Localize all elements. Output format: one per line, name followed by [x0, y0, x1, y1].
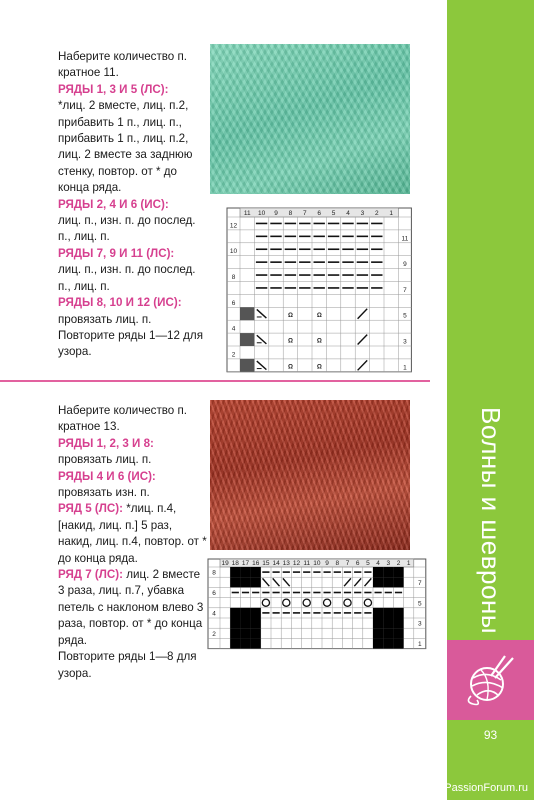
no-stitch-cell	[383, 638, 393, 648]
increase-symbol: Ω	[287, 311, 293, 319]
no-stitch-cell	[230, 567, 240, 577]
row-text: провязать изн. п.	[58, 486, 150, 500]
section-title-text: Волны и шевроны	[476, 406, 507, 634]
no-stitch-cell	[393, 577, 403, 587]
row-number: 12	[229, 222, 238, 230]
column-number: 8	[335, 560, 340, 567]
page-number: 93	[483, 728, 498, 742]
row-text: провязать лиц. п.	[58, 453, 152, 467]
column-number: 2	[374, 210, 379, 217]
column-number: 4	[346, 210, 350, 217]
row-number: 8	[231, 274, 236, 281]
no-stitch-cell	[240, 638, 250, 648]
column-number: 5	[331, 210, 336, 217]
no-stitch-cell	[383, 567, 393, 577]
column-number: 2	[396, 560, 401, 567]
no-stitch-cell	[230, 628, 240, 638]
column-number: 14	[272, 560, 280, 567]
column-number: 18	[231, 560, 239, 567]
repeat-text: Повторите ряды 1—12 для узора.	[58, 328, 203, 359]
column-number: 3	[386, 560, 391, 567]
no-stitch-cell	[240, 628, 250, 638]
row-text: лиц. п., изн. п. до послед. п., лиц. п.	[58, 214, 196, 244]
no-stitch-cell	[251, 628, 261, 638]
chart-pattern-1	[227, 208, 411, 372]
increase-symbol: Ω	[316, 337, 322, 345]
row-number: 6	[231, 299, 236, 307]
repeat-text: Повторите ряды 1—8 для узора.	[58, 650, 197, 680]
no-stitch-cell	[230, 608, 240, 618]
column-number: 7	[345, 560, 350, 567]
column-number: 4	[376, 560, 380, 567]
no-stitch-cell	[373, 638, 383, 648]
no-stitch-cell	[393, 608, 403, 618]
row-label: РЯДЫ 1, 3 И 5 (ЛС):	[58, 82, 169, 96]
column-number: 17	[241, 560, 250, 567]
column-number: 6	[317, 210, 322, 217]
row-label: РЯД 5 (ЛС):	[58, 502, 124, 516]
row-number: 2	[231, 351, 236, 359]
row-text: *лиц. п.4, [накид, лиц. п.] 5 раз, накид, лиц. п.4, повтор. от * до конца ряда.	[58, 502, 207, 565]
row-label: РЯДЫ 7, 9 И 11 (ЛС):	[58, 246, 175, 260]
increase-symbol: Ω	[287, 363, 293, 371]
column-number: 19	[221, 560, 229, 567]
row-number: 5	[403, 312, 407, 320]
chart-frame	[227, 208, 411, 372]
row-label: РЯДЫ 4 И 6 (ИС):	[58, 469, 156, 483]
row-text: лиц. 2 вместе 3 раза, лиц. п.7, убавка петель с наклоном влево 3 раза, повтор. от * до конца ряда.	[58, 568, 204, 647]
no-stitch-cell	[251, 618, 261, 628]
column-number: 11	[243, 210, 251, 217]
increase-symbol: Ω	[316, 311, 322, 319]
no-stitch-cell	[240, 577, 250, 587]
row-number: 6	[212, 590, 216, 598]
row-number: 2	[212, 630, 216, 638]
column-number: 12	[292, 560, 301, 567]
row-number: 5	[417, 600, 422, 608]
column-number: 6	[355, 560, 360, 567]
no-stitch-cell	[240, 567, 250, 577]
no-stitch-cell	[251, 608, 261, 618]
row-number: 11	[401, 235, 409, 243]
column-number: 15	[262, 560, 270, 567]
row-number: 3	[403, 338, 407, 346]
watermark: PassionForum.ru	[444, 782, 528, 794]
column-number: 1	[406, 560, 411, 567]
column-number: 7	[302, 210, 307, 217]
row-number: 7	[403, 286, 407, 294]
row-number: 4	[212, 610, 216, 618]
column-number: 9	[325, 560, 329, 567]
row-label: РЯДЫ 2, 4 И 6 (ИС):	[58, 197, 169, 211]
no-stitch-cell	[251, 638, 261, 648]
row-text: *лиц. 2 вместе, лиц. п.2, прибавить 1 п., лиц. п., прибавить 1 п., лиц. п.2, лиц. 2 вместе за заднюю стенку, повтор. от * до конца ряда.	[58, 99, 193, 195]
no-stitch-cell	[393, 618, 403, 628]
no-stitch-cell	[393, 567, 403, 577]
no-stitch-cell	[240, 359, 254, 372]
cast-on-text: Наберите количество п. кратное 13.	[58, 404, 187, 434]
column-number: 5	[366, 560, 370, 567]
row-number: 8	[212, 569, 216, 577]
increase-symbol: Ω	[287, 337, 293, 345]
column-number: 1	[389, 210, 394, 217]
no-stitch-cell	[240, 307, 254, 320]
row-number: 10	[229, 248, 238, 256]
column-number: 16	[252, 560, 260, 567]
row-text: лиц. п., изн. п. до послед. п., лиц. п.	[58, 263, 196, 293]
increase-symbol: Ω	[316, 363, 322, 371]
row-number: 4	[231, 325, 236, 333]
row-number: 9	[403, 261, 407, 269]
no-stitch-cell	[251, 567, 261, 577]
row-text: провязать лиц. п.	[58, 312, 152, 326]
no-stitch-cell	[230, 638, 240, 648]
no-stitch-cell	[240, 618, 250, 628]
no-stitch-cell	[230, 577, 240, 587]
column-number: 3	[360, 210, 365, 217]
no-stitch-cell	[373, 618, 383, 628]
no-stitch-cell	[383, 608, 393, 618]
column-number: 11	[303, 560, 311, 567]
no-stitch-cell	[383, 628, 393, 638]
row-number: 7	[417, 579, 422, 587]
column-number: 8	[288, 210, 293, 217]
no-stitch-cell	[240, 333, 254, 346]
no-stitch-cell	[251, 577, 261, 587]
row-label: РЯД 7 (ЛС):	[58, 568, 124, 582]
no-stitch-cell	[373, 628, 383, 638]
row-number: 1	[417, 641, 422, 649]
row-number: 1	[403, 364, 407, 372]
no-stitch-cell	[230, 618, 240, 628]
column-number: 13	[282, 560, 290, 567]
chart-pattern-2	[208, 559, 426, 649]
row-label: РЯДЫ 8, 10 И 12 (ИС):	[58, 296, 182, 310]
row-number: 3	[417, 620, 422, 628]
column-number: 10	[313, 560, 321, 567]
cast-on-text: Наберите количество п. кратное 11.	[58, 50, 187, 80]
no-stitch-cell	[383, 577, 393, 587]
no-stitch-cell	[240, 608, 250, 618]
no-stitch-cell	[393, 628, 403, 638]
no-stitch-cell	[373, 577, 383, 587]
no-stitch-cell	[373, 608, 383, 618]
no-stitch-cell	[383, 618, 393, 628]
no-stitch-cell	[393, 638, 403, 648]
row-label: РЯДЫ 1, 2, 3 И 8:	[58, 436, 154, 450]
column-number: 10	[257, 210, 266, 217]
column-number: 9	[274, 210, 278, 217]
no-stitch-cell	[373, 567, 383, 577]
